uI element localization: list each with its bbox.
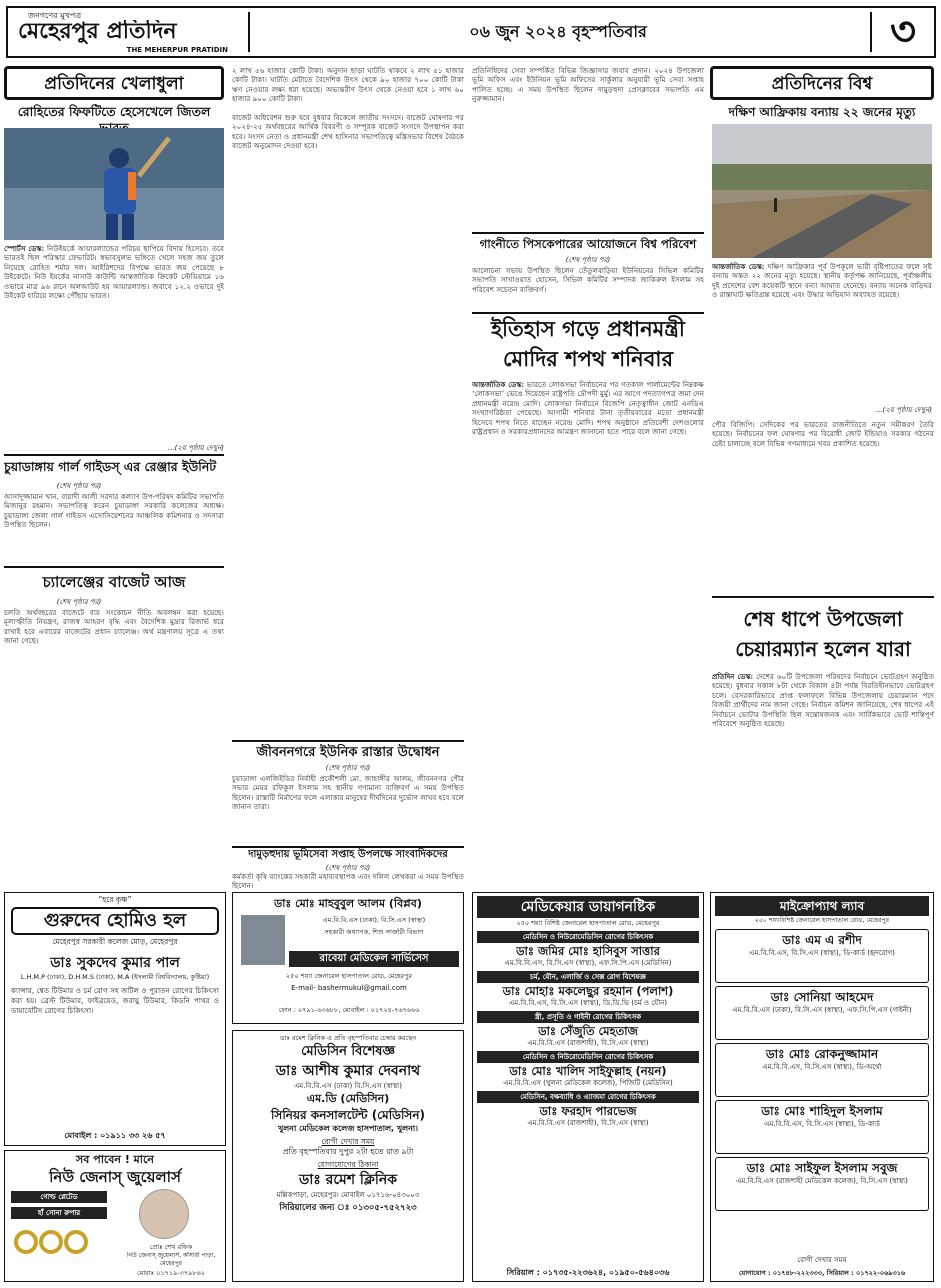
sports-text: নিউইয়র্কে আয়ারল্যান্ডের পরিচয় ছাপিয়ে বিদায় হিসেবে। তবে ভারতই ছিল পরিস্কার ফেভারিট। স্বভাবসুলভ ভঙ্গিতে খেলে সহজ জয় তুলে নিয়েছে রোহিত শর্মার দল। আইরিশদের বিপক্ষে ভারত জয় পেয়েছে ৮ উইকেটে। নিউ ইয়র্কের নাসাউ কাউন্টি আন্তর্জাতিক ক্রিকেট স্টেডিয়ামে ১৬ ওভারে মাত্র ৯৬ রানে অলআউট হয় আয়ারল্যান্ড। জবাবে ১২.২ ওভারে দুই উইকেট হারিয়ে লক্ষ্যে পৌঁছায় ভারত। <box>4 244 224 301</box>
homeo-degree: L.H.M.P (ঢাকা), D.H.M.S (ঢাকা), M.A (ইসলামী বিশ্ববিদ্যালয়, কুষ্টিয়া) <box>20 973 210 981</box>
budget-body: চলতি অর্থবছরের বাজেটে ব্যয় সংকোচন নীতি অবলম্বন করা হয়েছে। মূল্যস্ফীতি নিয়ন্ত্রণ, রাজস্ব আহরণ বৃদ্ধি এবং বৈদেশিক মুদ্রার রিজার্ভ ধরে রাখাই হবে এবারের বাজেটের প্রধান চ্যালেঞ্জ। অর্থ মন্ত্রণালয় সূত্রে এ তথ্য জানা গেছে। <box>4 608 224 646</box>
damurhuda-body: কর্মকর্তা কৃষি ব্যাংকের সহকারী মহাব্যবস্থাপক এবং দলিল লেখকরা এ সময় উপস্থিত ছিলেন। <box>232 872 464 890</box>
microcap-doctor-block <box>715 929 929 983</box>
ad-microcap-lab <box>710 892 934 1282</box>
ad-gurudev-homeo <box>4 892 226 1146</box>
world-lead: আন্তর্জাতিক ডেস্ক: <box>712 262 765 271</box>
jibonnagar-headline: জীবননগরে ইউনিক রাস্তার উদ্বোধন <box>256 745 440 760</box>
ashish-degree: এম.বি.বি.এস (ঢাকা) বি.সি.এস (স্বাস্থ্য) <box>293 1082 403 1090</box>
microcap-doctor-name: ডাঃ এম এ রশীদ <box>782 933 862 947</box>
microcap-doctor-degree: এম.বি.বি.এস, বি.সি.এস (স্বাস্থ্য), ডি-কার্ড <box>764 1120 880 1128</box>
world-continued: ...(২য় পৃষ্ঠায় দেখুন) <box>875 406 932 414</box>
ganani-body: আলোচনা সভায় উপস্থিত ছিলেন তেঁতুলবাড়িয়া ইউনিয়নের সিভিল কমিটির সভাপতি সাখাওয়াত হোসেন, সিভিল কমিটির সম্পাদক জাকিরুল ইসলাম সহ পরিবেশ সচেতন ব্যক্তিবর্গ। <box>472 266 704 294</box>
microcap-doctor-name: ডাঃ মোঃ রোকনুজ্জামান <box>765 1047 879 1061</box>
jewellers-line-2: হাঁ সোনা রুপার <box>11 1207 107 1219</box>
medicare-doctor-block <box>477 1051 699 1088</box>
medicare-doctor-name: ডাঃ জমির মোঃ হাসিবুস সাত্তার <box>516 944 660 958</box>
medicare-doctor-degree: এম.বি.বি.এস (রাজশাহী), বি.সি.এস (স্বাস্থ্য) <box>527 1039 649 1047</box>
sports-lead: স্পোর্টস ডেস্ক: <box>4 244 45 253</box>
ashish-intro: ডাঃ রমেশ ক্লিনিক এ প্রতি বৃহস্পতিবার চেম্বার করছেন <box>279 1034 417 1042</box>
damurhuda-headline: দামুড়হুদায় ভূমিসেবা সপ্তাহ উপলক্ষে সাংবাদিকদের <box>248 849 448 860</box>
section-world: প্রতিদিনের বিশ্ব <box>710 66 934 100</box>
girl-guides-byline: (শেষ পৃষ্ঠার পর) <box>56 482 102 490</box>
microcap-doctor-degree: এম.বি.বি.এস, বি.সি.এস (স্বাস্থ্য), ডি-অর্থো <box>762 1063 882 1071</box>
microcap-doctor-name: ডাঃ মোঃ শাহিদুল ইসলাম <box>761 1104 883 1118</box>
jewellers-address: নিউ জেনাস্ জুয়েলার্স, কাঁসারী পাড়া, মেহেরপুর <box>126 1252 216 1267</box>
jibonnagar-body: চুয়াডাঙ্গা এলজিইডির নির্বাহী প্রকৌশলী মো. জাহাঙ্গীর আলম, জীবননগর পৌর সভার মেয়র রফিকুল ইসলাম সহ স্থানীয় গণ্যমান্য ব্যক্তিবর্গ এ সময় উপস্থিত ছিলেন। রাস্তাটি নির্মাণের ফলে এলাকার মানুষের দীর্ঘদিনের দুর্ভোগ লাঘব হবে বলে জানান তারা। <box>232 774 464 812</box>
medicare-doctor-degree: এম.বি.বি.এস, বি.সি.এস (স্বাস্থ্য), এফ.সি.পি.এস (মেডিসিন) <box>504 959 672 967</box>
mahbub-degree: এম.বি.বি.এস (ঢাকা), বি.সি.এস (স্বাস্থ্য) <box>322 916 426 924</box>
homeo-doctor: ডাঃ সুকদেব কুমার পাল <box>50 955 180 971</box>
mahbub-phone: ফোন : ০৭৯১-৬৩৬৮৮, মোবাইল : ০১৭২৪-৭৬৭৬৬৬ <box>278 1006 420 1014</box>
cricketer-image <box>4 128 224 240</box>
microcap-doctor-degree: এম.বি.বি.এস (ঢাকা), বি.সি.এস (স্বাস্থ্য), এফ.সি.পি.এস (গাইনী) <box>732 1006 912 1014</box>
middle-body-1: ২ লাখ ৫৬ হাজার কোটি টাকা। অনুদান ছাড়া ঘাটতি থাকবে ২ লাখ ৫১ হাজার কোটি টাকা। ঘাটতি মেটাতে বৈদেশিক উৎস থেকে ৯০ হাজার ৭০০ কোটি টাকা ঋণ নেওয়ার লক্ষ্য ধরা হয়েছে। অভ্যন্তরীণ উৎস থেকে নেওয়া হবে ১ লাখ ৬০ হাজার ৯০০ কোটি টাকা। <box>232 66 464 104</box>
flood-image <box>712 124 932 258</box>
masthead-name: মেহেরপুর প্রতিদিন <box>18 20 177 44</box>
medicare-doctor-degree: এম.বি.বি.এস, বি.সি.এস (স্বাস্থ্য), ডি.ডি.ভি (চর্ম ও যৌন) <box>508 999 668 1007</box>
medicare-specialty-bar: মেডিসিন ও নিউরোমেডিসিন রোগের চিকিৎসক <box>477 931 699 943</box>
ganani-headline: গাংনীতে পিসকেপারের আয়োজনে বিশ্ব পরিবেশ <box>479 237 697 251</box>
sports-headline: রোহিতের ফিফটিতে হেসেখেলে জিতল <box>4 104 224 137</box>
modi-lead: আন্তর্জাতিক ডেস্ক: <box>472 380 524 389</box>
microcap-time: রোগী দেখার সময় <box>797 1256 847 1264</box>
mahbub-email: E-mail- bashermukul@gmail.com <box>291 984 407 992</box>
medicare-doctor-degree: এম.বি.বি.এস (রাজশাহী), বি.সি.এস (স্বাস্থ্য) <box>527 1119 649 1127</box>
homeo-title: গুরুদেব হোমিও হল <box>11 907 219 935</box>
medicare-specialty-bar: স্ত্রী, প্রসূতি ও গাইনী রোগের চিকিৎসক <box>477 1011 699 1023</box>
medicare-specialty-bar: মেডিসিন, বক্ষব্যাধি ও এ্যাজমা রোগের চিকিৎসক <box>477 1091 699 1103</box>
ashish-degree-2: এম.ডি (মেডিসিন) <box>306 1092 390 1105</box>
ganani-top-body: প্রতিনিধিদের সেবা সম্পর্কিত বিভিন্ন জিজ্ঞাসার জবাব প্রদান। ২০২৪ উপজেলা ভূমি অফিস এবং ইউনিয়ন ভূমি অফিসের সার্কুলার অনুযায়ী ভূমি সেবা সপ্তাহ পালিত হচ্ছে। এ সময় উপস্থিত ছিলেন দামুড়হুদা প্রেসক্লাবের সভাপতি এম নুরুজ্জামান। <box>472 66 704 104</box>
sports-continued: ...(২য় পৃষ্ঠায় দেখুন) <box>167 444 224 452</box>
ashish-time: প্রতি বৃহস্পতিবার দুপুর ২টা হতে রাত ৯টা <box>282 1147 414 1156</box>
sports-body <box>4 244 224 440</box>
middle-body-2: বাজেট অধিবেশন শুরু হবে বুধবার বিকেলে জাতীয় সংসদে। বাজেট ঘোষণার পর ২০২৪-২৫ অর্থবছরের আর্থিক বিবরণী ও সম্পূরক বাজেট সংসদে উপস্থাপন করা হবে। সংসদ নেতা ও প্রধানমন্ত্রী শেখ হাসিনার সভাপতিত্বে মন্ত্রিসভার বিশেষ বৈঠকে বাজেট অনুমোদন দেওয়া হবে। <box>232 113 464 151</box>
sports-photo <box>4 128 224 240</box>
ganani-byline: (শেষ পৃষ্ঠার পর) <box>565 256 611 264</box>
world-headline: দক্ষিণ আফ্রিকায় বন্যায় ২২ জনের মৃত্যু <box>728 105 916 119</box>
budget-continued-body <box>232 66 464 334</box>
microcap-doctor-degree: এম.বি.বি.এস, বি.সি.এস (স্বাস্থ্য), ডি-কার্ড (হৃদরোগ) <box>749 949 895 957</box>
jewellers-phone: মোবাঃ ০১৭১৯-৩৭৯৮৬২ <box>137 1269 205 1277</box>
girl-guides-body: আসাদুজ্জামান খান, বারাদী আলী সরদার কল্যাণ উপ-পরিষদ কমিটির সভাপতি মিজানুর রহমান। সভাপতিত্ব করেন চুয়াডাঙ্গা সরকারি কলেজের অধ্যক্ষ। চুয়াডাঙ্গা জেলা গার্ল গাইডস এসোসিয়েশনের আঞ্চলিক কমিশনার ও সদস্যরা উপস্থিত ছিলেন। <box>4 492 224 530</box>
ad-jewellers <box>4 1150 226 1282</box>
world-photo <box>712 124 932 258</box>
section-sports: প্রতিদিনের খেলাধুলা <box>4 66 224 100</box>
microcap-doctor-block <box>715 986 929 1040</box>
microcap-title: মাইক্রোপ্যাথ ল্যাব <box>715 896 929 916</box>
medicare-doctor-block <box>477 1011 699 1048</box>
medicare-address: ২৫০ শয্যা বিশিষ্ট জেনারেল হাসপাতাল রোড, মেহেরপুর <box>516 919 660 927</box>
medicare-phone: সিরিয়াল : ০১৭৩৫-২২৩৬২৪, ০১৯৫০-৫৬৪০৩৬ <box>506 1268 670 1277</box>
jewellers-line-1: গোল্ড প্লেটেড <box>11 1191 107 1203</box>
ashish-specialty: মেডিসিন বিশেষজ্ঞ <box>301 1044 395 1059</box>
medicare-doctor-degree: এম.বি.বি.এস (খুলনা মেডিকেল কলেজ), পিজিটি (মেডিসিন) <box>503 1079 673 1087</box>
ashish-hospital: খুলনা মেডিকেল কলেজ হাসপাতাল, খুলনা। <box>277 1124 419 1133</box>
medicare-doctor-name: ডাঃ মোহাঃ মকলেছুর রহমান (পলাশ) <box>502 984 674 998</box>
mahbub-name: ডাঃ মোঃ মাহবুবুল আলম (বিপ্লব) <box>274 897 422 910</box>
microcap-doctor-block <box>715 1100 929 1154</box>
ad-mahbubul-alam <box>232 892 464 1024</box>
mahbub-clinic: রাবেয়া মেডিকেল সার্ভিসেস <box>289 951 459 967</box>
microcap-doctor-block <box>715 1043 929 1097</box>
world-body <box>712 262 932 402</box>
masthead-english: THE MEHERPUR PRATIDIN <box>126 46 228 54</box>
masthead <box>6 6 936 58</box>
modi-body <box>472 380 704 856</box>
medicare-doctor-block <box>477 971 699 1008</box>
medicare-doctor-name: ডাঃ ফরহাদ পারভেজ <box>539 1104 637 1118</box>
ashish-clinic: ডাঃ রমেশ ক্লিনিক <box>298 1172 398 1188</box>
world-body-2: পৌর বিজিপি। সেদিকের পর ভারতের রাজনীতিতে নতুন সমীকরণ তৈরি হয়েছে। নির্বাচনের ফল ঘোষণার পর বিরোধী জোট ইন্ডিয়াও সরকার গঠনের চেষ্টা চালাচ্ছে বলে বিভিন্ন গণমাধ্যমে খবর প্রকাশিত হয়েছে। <box>712 420 934 448</box>
jibonnagar-byline: (শেষ পৃষ্ঠার পর) <box>325 764 371 772</box>
upazila-body <box>712 672 934 858</box>
ad-medicare-diagnostic <box>472 892 704 1282</box>
microcap-doctor-list <box>711 929 933 1211</box>
microcap-doctor-degree: এম.বি.বি.এস (রাজশাহী মেডিকেল কলেজ), বি.সি.এস (স্বাস্থ্য) <box>736 1177 908 1185</box>
damurhuda-byline: (শেষ পৃষ্ঠার পর) <box>325 864 371 872</box>
masthead-tagline: জনগণের মুখপত্র <box>28 11 82 20</box>
homeo-sub: মেহেরপুর সরকারী কলেজ মোড়, মেহেরপুর <box>52 937 178 946</box>
microcap-address: ২৫০ শয্যাবিশিষ্ট জেনারেল হাসপাতাল রোড, মেহেরপুর <box>754 917 890 924</box>
issue-date: ০৬ জুন ২০২৪ বৃহস্পতিবার <box>469 22 647 41</box>
modi-text: ভারতে লোকসভা নির্বাচনের পর গতকাল পার্লামেন্টের নিম্নকক্ষ ‘লোকসভা’ ভেঙে দিয়েছেন রাষ্ট্রপতি দ্রৌপদী মুর্মু। এর আগে পদত্যাগপত্র জমা দেন প্রধানমন্ত্রী নরেন্দ্র মোদি। লোকসভা নির্বাচনে বিজেপি নেতৃত্বাধীন জোট এনডিএ সংখ্যাগরিষ্ঠতা পেয়েছে। আগামী শনিবার টানা তৃতীয়বারের মতো প্রধানমন্ত্রী হিসেবে শপথ নিতে যাচ্ছেন নরেন্দ্র মোদি। শপথ অনুষ্ঠানে প্রতিবেশী দেশগুলোর রাষ্ট্রপ্রধান ও সরকারপ্রধানদের আমন্ত্রণ জানানো হতে পারে বলে জানা গেছে। <box>472 380 704 437</box>
ashish-address: মল্লিকপাড়া, মেহেরপুর। মোবাইল ০১৭১৬-০৪৩০০৩ <box>276 1191 420 1199</box>
jewellers-owner: প্রোঃ শেখ রফিক <box>149 1243 193 1251</box>
jewellers-name: নিউ জেনাস্ জুয়েলার্স <box>49 1168 181 1186</box>
medicare-doctor-list <box>473 931 703 1128</box>
microcap-doctor-name: ডাঃ মোঃ সাইফুল ইসলাম সবুজ <box>746 1161 898 1175</box>
ad-ashish-kumar <box>232 1030 464 1282</box>
mahbub-avatar <box>241 915 285 965</box>
medicare-doctor-name: ডাঃ সেঁজুতি মেহতাজ <box>538 1024 638 1038</box>
ashish-contact-label: যোগাযোগের ঠিকানা <box>317 1160 379 1169</box>
budget-headline: চ্যালেঞ্জের বাজেট আজ <box>42 573 186 591</box>
upazila-lead: প্রতিদিন ডেস্ক: <box>712 672 754 681</box>
ashish-serial: সিরিয়ালের জন্য ঃ ০১৩০৫-৭৫২৭২৩ <box>279 1203 417 1213</box>
upazila-headline: শেষ ধাপে উপজেলা চেয়ারম্যান হলেন যারা <box>735 607 911 661</box>
jewellers-top: সব পাবেন ! মানে <box>76 1153 154 1166</box>
upazila-text: দেশের ৬০টি উপজেলা পরিষদের নির্বাচনে ভোটগ্রহণ অনুষ্ঠিত হয়েছে। বুধবার সকাল ৮টা থেকে বিকাল ৪টা পর্যন্ত বিরতিহীনভাবে ভোটগ্রহণ চলে। বেসরকারিভাবে প্রাপ্ত ফলাফলে বিভিন্ন উপজেলায় চেয়ারম্যান পদে বিজয়ী প্রার্থীদের নাম জানা গেছে। নির্বাচন কমিশন জানিয়েছে, শেষ ধাপের এই নির্বাচনে ভোটার উপস্থিতি ছিল সন্তোষজনক এবং সার্বিকভাবে ভোট শান্তিপূর্ণ পরিবেশে অনুষ্ঠিত হয়েছে। <box>712 672 934 729</box>
medicare-specialty-bar: চর্ম, যৌন, এলার্জি ও সেক্স রোগ বিশেষজ্ঞ <box>477 971 699 983</box>
world-text: দক্ষিণ আফ্রিকার পূর্ব উপকূলে ভারী বৃষ্টিপাতের ফলে সৃষ্ট বন্যায় অন্তত ২২ জনের মৃত্যু হয়েছে। স্থানীয় কর্তৃপক্ষ জানিয়েছে, পূর্বাঞ্চলীয় দুই প্রদেশের বেশ কয়েকটি স্থানে বন্যা আঘাত হেনেছে। বন্যায় অনেক বাড়িঘর ও রাস্তাঘাট ক্ষতিগ্রস্ত হয়েছে এবং উদ্ধার অভিযান অব্যাহত রয়েছে। <box>712 262 932 300</box>
medicare-doctor-block <box>477 1091 699 1128</box>
homeo-phone: মোবাইল : ০১৯১১ ৩৩ ২৬ ৫৭ <box>64 1131 166 1140</box>
medicare-doctor-block <box>477 931 699 968</box>
mahbub-address: ২৫০ শয্যা জেনারেল হাসপাতাল রোড, মেহেরপুর <box>286 972 412 980</box>
microcap-phone: যোগাযোগ : ০১৭৪৮-২২২৩৩৩, সিরিয়াল : ০১৭২২-০৬৯৩১৬ <box>738 1269 906 1277</box>
page-number: ৩ <box>889 9 916 55</box>
homeo-services: ক্যান্সার, শ্বেত টিউমার ও চর্ম রোগ সহ জটিল ও পুরাতন রোগের চিকিৎসা করা হয়। ব্রেস্ট টিউমার, ফাইব্রয়েড, জরায়ু টিউমার, কিডনি পাথর ও ডায়াবেটিস রোগের চিকিৎসা। <box>11 986 219 1015</box>
medicare-title: মেডিকেয়ার ডায়াগনষ্টিক <box>477 896 699 918</box>
medicare-doctor-name: ডাঃ মোঃ খালিদ সাইফুল্লাহ (নয়ন) <box>509 1064 667 1078</box>
mahbub-role: সহকারী অধ্যাপক, শিশু সার্জারী বিভাগ <box>324 928 424 936</box>
modi-headline: ইতিহাস গড়ে প্রধানমন্ত্রী মোদির শপথ শনিবার <box>491 317 685 371</box>
ashish-role: সিনিয়র কনসালটেন্ট (মেডিসিন) <box>271 1108 425 1122</box>
budget-byline: (শেষ পৃষ্ঠার পর) <box>56 598 102 606</box>
jewellery-icon <box>11 1227 111 1257</box>
medicare-specialty-bar: মেডিসিন ও নিউরোমেডিসিন রোগের চিকিৎসক <box>477 1051 699 1063</box>
girl-guides-headline: চুয়াডাঙ্গায় গার্ল গাইডস্ এর রেঞ্জার ইউনিট <box>4 459 217 474</box>
owner-avatar <box>139 1189 189 1239</box>
homeo-tag: “হরে কৃষ্ণ” <box>98 895 132 904</box>
microcap-doctor-block <box>715 1157 929 1211</box>
microcap-doctor-name: ডাঃ সোনিয়া আহমেদ <box>770 990 874 1004</box>
ashish-name: ডাঃ আশীষ কুমার দেবনাথ <box>275 1063 421 1079</box>
ashish-time-label: রোগী দেখার সময় <box>321 1137 375 1146</box>
